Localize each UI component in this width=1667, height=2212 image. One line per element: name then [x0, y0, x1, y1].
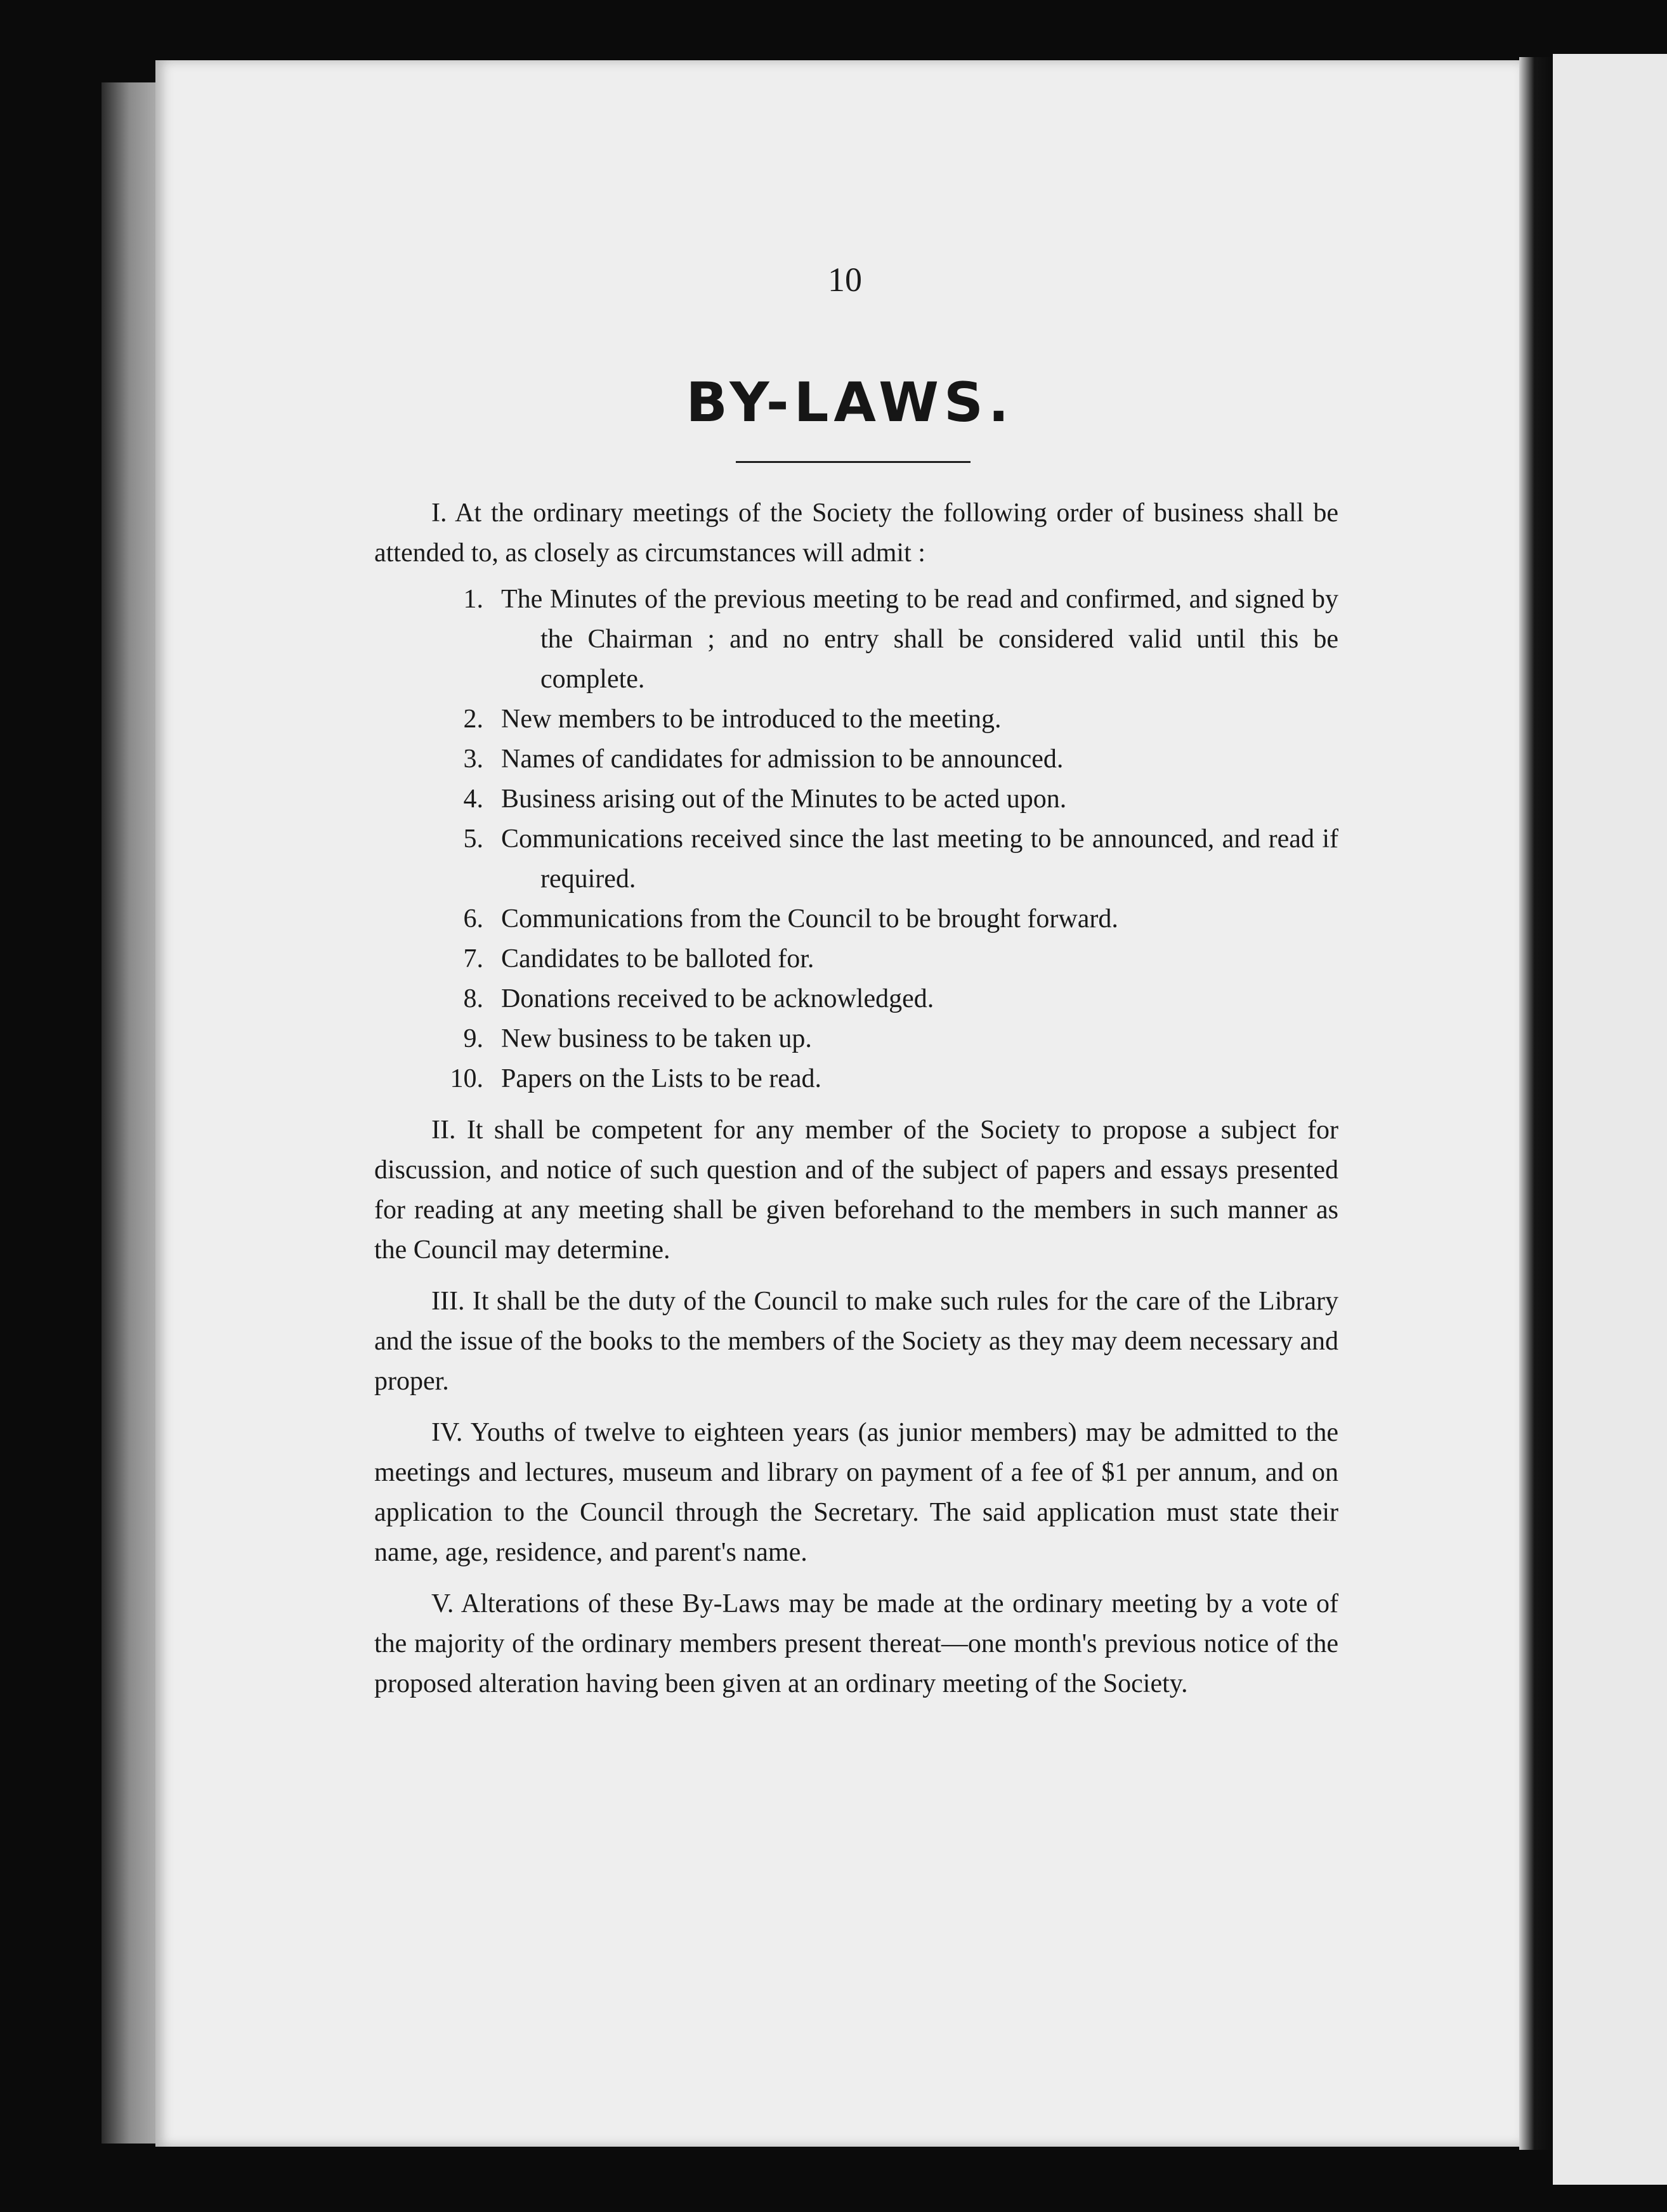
bylaw-i-intro: I. At the ordinary meetings of the Society the following order of business shall be attended to, as closely as circumstances will admit : — [374, 498, 1338, 568]
list-item-text: Business arising out of the Minutes to be acted upon. — [501, 784, 1067, 814]
list-item — [374, 939, 1338, 979]
list-item-text: Communications received since the last meeting to be announced, and read if required. — [501, 824, 1338, 894]
list-item-number: 2. — [463, 705, 483, 734]
list-item-number: 6. — [463, 904, 483, 934]
list-item — [374, 580, 1338, 699]
list-item — [374, 1019, 1338, 1059]
list-item-text: Names of candidates for admission to be announced. — [501, 745, 1064, 774]
list-item — [374, 979, 1338, 1019]
bylaws-body — [374, 493, 1338, 1704]
list-item-text: New members to be introduced to the meeting. — [501, 705, 1002, 734]
order-of-business-list — [374, 580, 1338, 1099]
list-item-text: The Minutes of the previous meeting to be read and confirmed, and signed by the Chairman ; and no entry shall be considered valid until this be complete. — [501, 585, 1338, 694]
list-item-number: 4. — [463, 784, 483, 814]
page-title: BY-LAWS. — [686, 371, 1014, 434]
list-item — [374, 779, 1338, 819]
list-item-text: Communications from the Council to be brought forward. — [501, 904, 1118, 934]
list-item — [374, 819, 1338, 899]
list-item-number: 7. — [463, 944, 483, 973]
list-item-text: Donations received to be acknowledged. — [501, 984, 934, 1013]
list-item — [374, 739, 1338, 779]
page-number: 10 — [828, 261, 862, 299]
bylaw-iii: III. It shall be the duty of the Council to make such rules for the care of the Library and the issue of the books to the members of the Society as they may deem necessary and proper. — [374, 1287, 1338, 1396]
list-item-number: 1. — [463, 585, 483, 614]
list-item-number: 5. — [463, 824, 483, 854]
bylaw-iv: IV. Youths of twelve to eighteen years (as junior members) may be admitted to the meetings and lectures, museum and library on payment of a fee of $1 per annum, and on application to the Council through the Secretary. The said application must state their name, age, residence, and parent's name. — [374, 1418, 1338, 1567]
list-item — [374, 1059, 1338, 1099]
list-item-text: New business to be taken up. — [501, 1024, 812, 1053]
list-item-number: 9. — [463, 1024, 483, 1053]
list-item — [374, 899, 1338, 939]
list-item — [374, 699, 1338, 739]
title-rule — [736, 461, 971, 463]
list-item-number: 8. — [463, 984, 483, 1013]
bylaw-v: V. Alterations of these By-Laws may be made at the ordinary meeting by a vote of the majority of the ordinary members present thereat—one month's previous notice of the proposed alteration having been given at an ordinary meeting of the Society. — [374, 1589, 1338, 1698]
bylaw-ii: II. It shall be competent for any member of the Society to propose a subject for discussion, and notice of such question and of the subject of papers and essays presented for reading at any meeting shall be given beforehand to the members in such manner as the Council may determine. — [374, 1116, 1338, 1265]
list-item-number: 10. — [450, 1064, 483, 1093]
list-item-text: Candidates to be balloted for. — [501, 944, 814, 973]
list-item-number: 3. — [463, 745, 483, 774]
list-item-text: Papers on the Lists to be read. — [501, 1064, 822, 1093]
